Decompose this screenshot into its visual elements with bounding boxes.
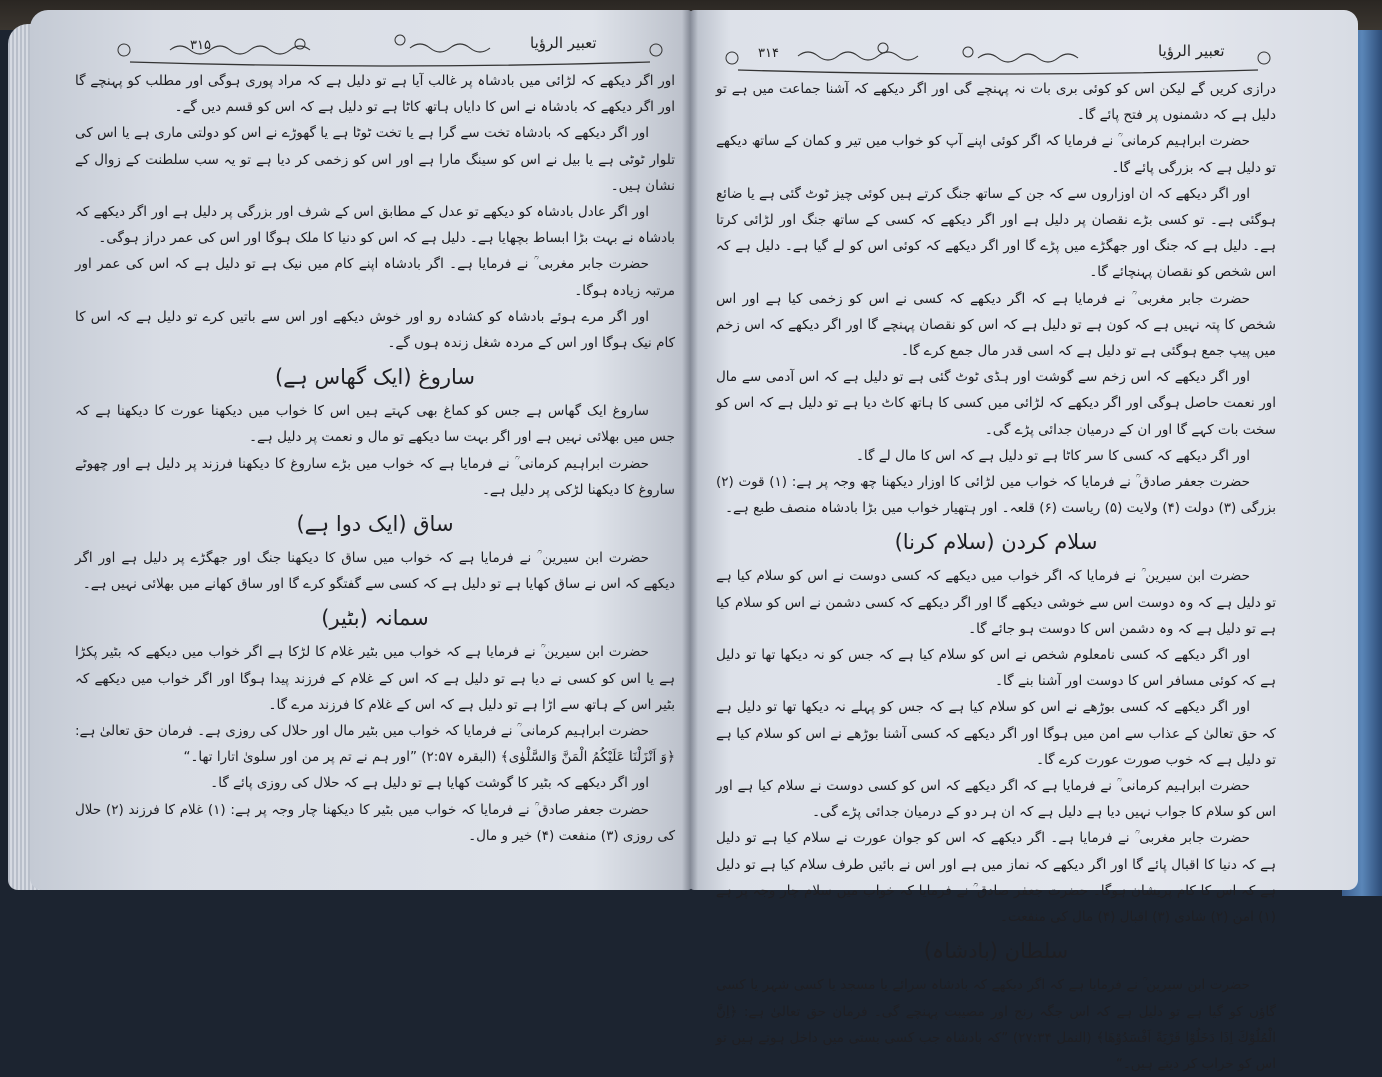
book-gutter bbox=[682, 10, 698, 890]
section-heading: ساروغ (ایک گھاس ہے) bbox=[274, 365, 475, 390]
page-header bbox=[718, 40, 1278, 76]
page-number: ۳۱۴ bbox=[758, 46, 779, 61]
paragraph: حضرت جعفر صادق ؒ نے فرمایا کہ خواب میں بٹیر کا دیکھنا چار وجہ پر ہے: (۱) غلام کا فرزند (۲) حلال کی روزی (۳) منفعت (۴) خیر و مال۔ bbox=[75, 801, 675, 844]
paragraph: حضرت ابن سیرین ؒ نے فرمایا ہے کہ اگر دیکھے کہ بادشاہ سرائے یا مسجد یا کسی شہر یا کسی گاؤں کو گیا ہے تو دلیل ہے کہ اس جگہ رنج اور مصیبت پہنچے گی۔ فرمان حق تعالیٰ ہے: ﴿اِنَّ الْمُلُوْكَ اِذَا دَخَلُوْا قَرْيَةً اَفْسَدُوْهَا﴾ (النمل ۲۷:۳۴) ”کہ بادشاہ جب کسی بستی میں داخل ہوتے ہیں تو اس کو خراب کر دیتے ہیں۔“ bbox=[716, 977, 1276, 1072]
paragraph: حضرت جعفر صادق ؒ نے فرمایا کہ خواب میں لڑائی کا اوزار دیکھنا چھ وجہ پر ہے: (۱) قوت (۲) بزرگی (۳) دولت (۴) ولایت (۵) ریاست (۶) قلعہ۔ اور ہتھیار خواب میں بڑا بادشاہ منصف طبع ہے۔ bbox=[716, 474, 1276, 517]
section-heading: سلطان (بادشاہ) bbox=[923, 939, 1069, 964]
paragraph: اور اگر دیکھے کہ کسی بوڑھے نے اس کو سلام کیا ہے کہ جس کو پہلے نہ دیکھا تھا تو دلیل ہے کہ حق تعالیٰ کے عذاب سے امن میں ہوگا اور اگر دیکھے کہ کسی آشنا بوڑھے نے اس کو سلام کیا ہے تو دلیل ہے کہ خوب صورت عورت کرے گا۔ bbox=[716, 699, 1276, 768]
paragraph: اور اگر دیکھے کہ کسی نامعلوم شخص نے اس کو سلام کیا ہے کہ جس کو نہ دیکھا تھا تو دلیل ہے کہ کوئی مسافر اس کا دوست اور آشنا بنے گا۔ bbox=[716, 647, 1276, 690]
paragraph: اور اگر دیکھے کہ لڑائی میں بادشاہ پر غالب آیا ہے تو دلیل ہے کہ مراد پوری ہوگی اور مطلب کو پہنچے گا اور اگر دیکھے کہ بادشاہ نے اس کا دایاں ہاتھ کاٹا ہے تو دلیل ہے کہ اس کو قسم دیں گے۔ bbox=[75, 73, 675, 116]
page-body bbox=[716, 76, 1276, 1077]
running-title: تعبیر الرؤیا bbox=[530, 34, 597, 52]
page-header bbox=[110, 32, 670, 68]
paragraph: حضرت جابر مغربی ؒ نے فرمایا ہے۔ اگر بادشاہ اپنے کام میں نیک ہے تو دلیل ہے کہ اس کی عمر اور مرتبہ زیادہ ہوگا۔ bbox=[75, 256, 675, 299]
section-heading: ساق (ایک دوا ہے) bbox=[296, 512, 454, 537]
paragraph: حضرت ابن سیرین ؒ نے فرمایا کہ اگر خواب میں دیکھے کہ کسی دوست نے اس کو سلام کیا ہے تو دلیل ہے کہ وہ دوست اس سے خوشی دیکھے گا اور اگر دیکھے کہ کسی دشمن نے اس کو سلام کیا ہے تو دلیل ہے کہ وہ دشمن اس کا دوست ہو جائے گا۔ bbox=[716, 568, 1276, 637]
paragraph: اور اگر عادل بادشاہ کو دیکھے تو عدل کے مطابق اس کے شرف اور بزرگی پر دلیل ہے اور اگر دیکھے کہ بادشاہ نے بہت بڑا ابساط بچھایا ہے۔ دلیل ہے کہ اس کو دنیا کا ملک ہوگا اور اس کی عمر دراز ہوگی۔ bbox=[75, 204, 675, 247]
paragraph: حضرت جابر مغربی ؒ نے فرمایا ہے۔ اگر دیکھے کہ اس کو جوان عورت نے سلام کیا ہے تو دلیل ہے کہ دنیا کا اقبال پائے گا اور اگر دیکھے کہ نماز میں ہے اور اس نے بائیں طرف سلام کیا ہے تو دلیل ہے کہ اس کا کام پریشان ہوگا۔ حضرت جعفر صادق ؒ نے فرمایا کہ خواب میں سلام چار وجہ پر ہے (۱) امن (۲) شادی (۳) اقبال (۴) مال کی منفعت۔ bbox=[716, 830, 1276, 926]
paragraph: حضرت جابر مغربی ؒ نے فرمایا ہے کہ اگر دیکھے کہ کسی نے اس کو زخمی کیا ہے اور اس شخص کا پتہ نہیں ہے کہ کون ہے تو دلیل ہے کہ اس کو نقصان پہنچے گا اور اگر دیکھے کہ اس زخم میں پیپ جمع ہوگئی ہے تو دلیل ہے کہ اسی قدر مال جمع کرے گا۔ bbox=[716, 290, 1276, 360]
running-title: تعبیر الرؤیا bbox=[1158, 42, 1225, 60]
paragraph: اور اگر دیکھے کہ بادشاہ تخت سے گرا ہے یا تخت ٹوٹا ہے یا گھوڑے نے اس کو دولتی ماری ہے یا اس کی تلوار ٹوٹی ہے یا بیل نے اس کو سینگ مارا ہے اور اس کو زخمی کر دیا ہے تو یہ سب سلطنت کے زوال کے نشان ہیں۔ bbox=[75, 125, 675, 194]
paragraph: حضرت ابراہیم کرمانی ؒ نے فرمایا کہ اگر کوئی اپنے آپ کو خواب میں تیر و کمان کے ساتھ دیکھے تو دلیل ہے کہ بزرگی پائے گا۔ bbox=[716, 133, 1276, 176]
paragraph: اور اگر دیکھے کہ ان اوزاروں سے کہ جن کے ساتھ جنگ کرتے ہیں کوئی چیز ٹوٹ گئی ہے یا ضائع ہوگئی ہے۔ تو کسی بڑے نقصان پر دلیل ہے اور اگر دیکھے کہ کسی کے ساتھ جنگ اور لڑائی کرتا ہے۔ دلیل ہے کہ جنگ اور جھگڑے میں پڑے گا اور اگر دیکھے کہ کوئی اس کو لے گیا ہے۔ دلیل ہے کہ اس شخص کو نقصان پہنچائے گا۔ bbox=[716, 185, 1276, 281]
paragraph: اور اگر دیکھے کہ اس زخم سے گوشت اور ہڈی ٹوٹ گئی ہے تو دلیل ہے کہ اس آدمی سے مال اور نعمت حاصل ہوگی اور اگر دیکھے کہ لڑائی میں کسی کا ہاتھ کاٹ دیا ہے تو دلیل ہے کہ اس کو سخت بات کہے گا اور ان کے درمیان جدائی پڑے گی۔ bbox=[716, 369, 1276, 438]
paragraph: اور اگر مرے ہوئے بادشاہ کو کشادہ رو اور خوش دیکھے اور اس سے باتیں کرے تو دلیل ہے کہ اس کا کام نیک ہوگا اور اس کے مردہ شغل زندہ ہوں گے۔ bbox=[75, 308, 675, 352]
page-number: ۳۱۵ bbox=[190, 38, 211, 53]
left-page bbox=[30, 10, 692, 890]
paragraph: اور اگر دیکھے کہ کسی کا سر کاٹا ہے تو دلیل ہے کہ اس کا مال لے گا۔ bbox=[855, 447, 1250, 464]
paragraph: حضرت ابراہیم کرمانی ؒ نے فرمایا ہے کہ اگر دیکھے کہ اس کو کسی دوست نے سلام کیا ہے اور اس کو سلام کا جواب نہیں دیا ہے دلیل ہے کہ ان ہر دو کے درمیان جدائی پڑے گی۔ bbox=[716, 778, 1276, 821]
paragraph: ساروغ ایک گھاس ہے جس کو کماغ بھی کہتے ہیں اس کا خواب میں دیکھنا عورت کا دیکھنا ہے کہ جس میں بھلائی نہیں ہے اور اگر بہت سا دیکھے تو مال و نعمت پر دلیل ہے۔ bbox=[75, 403, 675, 446]
section-heading: سمانہ (بٹیر) bbox=[321, 606, 429, 631]
paragraph: حضرت ابن سیرین ؒ نے فرمایا ہے کہ خواب میں ساق کا دیکھنا جنگ اور جھگڑے پر دلیل ہے اور اگر دیکھے کہ اس نے ساق کھایا ہے تو دلیل ہے کہ کسی سے گفتگو کرے گا اور ساق کھانے میں بھلائی نہیں ہے۔ bbox=[75, 550, 675, 593]
paragraph: حضرت ابراہیم کرمانی ؒ نے فرمایا ہے کہ خواب میں بڑے ساروغ کا دیکھنا فرزند پر دلیل ہے اور چھوٹے ساروغ کا دیکھنا لڑکی پر دلیل ہے۔ bbox=[75, 455, 675, 498]
section-heading: سلام کردن (سلام کرنا) bbox=[894, 530, 1098, 555]
paragraph: حضرت ابن سیرین ؒ نے فرمایا ہے کہ خواب میں بٹیر غلام کا لڑکا ہے اگر خواب میں دیکھے کہ بٹیر پکڑا ہے یا اس کو کسی نے دیا ہے تو دلیل ہے کہ اس کے غلام کے فرزند پیدا ہوگا اور اگر خواب میں دیکھے کہ بٹیر اس کے ہاتھ سے اڑا ہے تو دلیل ہے کہ اس کے غلام کا فرزند مرے گا۔ bbox=[75, 644, 675, 713]
right-page bbox=[690, 10, 1358, 1072]
page-body bbox=[75, 68, 675, 849]
paragraph: حضرت ابراہیم کرمانی ؒ نے فرمایا کہ خواب میں بٹیر مال اور حلال کی روزی ہے۔ فرمان حق تعالیٰ ہے: ﴿وَ اَنْزَلْنَا عَلَيْكُمُ الْمَنَّ وَالسَّلْوٰى﴾ (البقرہ ۲:۵۷) ”اور ہم نے تم پر من اور سلویٰ اتارا تھا۔“ bbox=[75, 723, 675, 766]
paragraph: اور اگر دیکھے کہ بٹیر کا گوشت کھایا ہے تو دلیل ہے کہ حلال کی روزی پائے گا۔ bbox=[210, 775, 649, 792]
paragraph: درازی کریں گے لیکن اس کو کوئی بری بات نہ پہنچے گی اور اگر دیکھے کہ آشنا جماعت میں ہے تو دلیل ہے کہ دشمنوں پر فتح پائے گا۔ bbox=[716, 81, 1276, 124]
